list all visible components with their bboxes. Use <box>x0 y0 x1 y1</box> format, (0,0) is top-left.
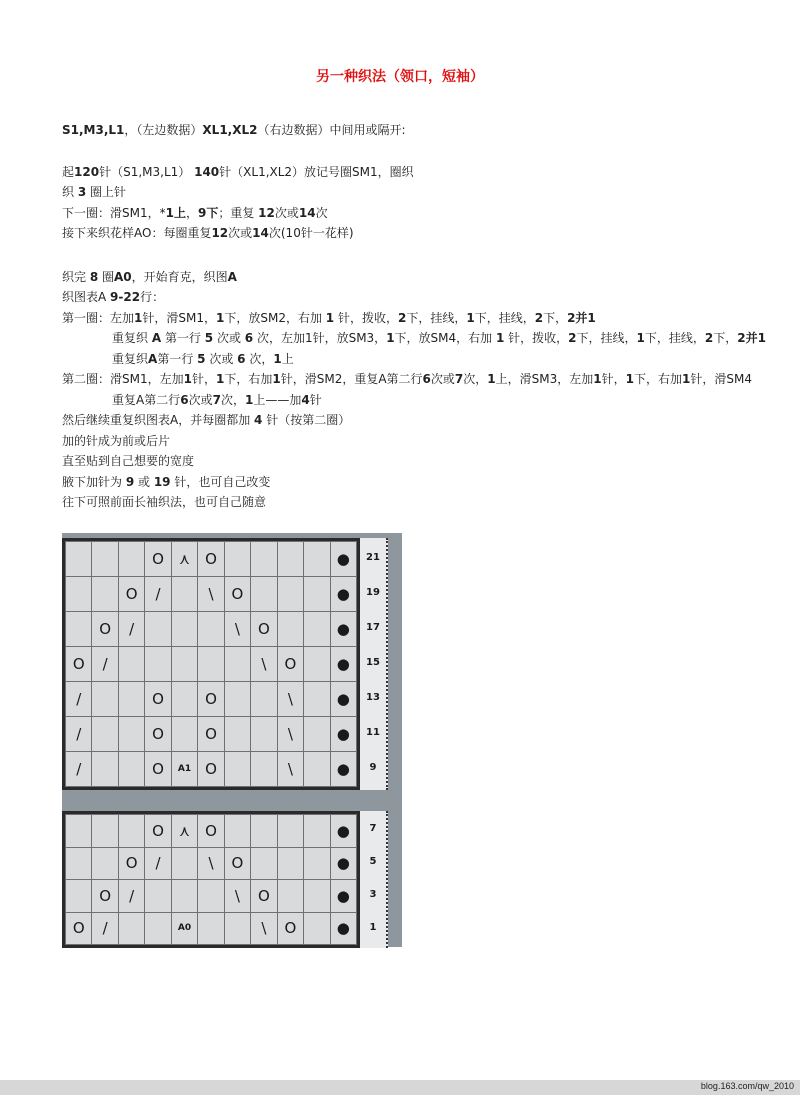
text-run: ，（左边数据） <box>124 123 203 137</box>
text-run: A0 <box>114 269 132 284</box>
text-run: XL1,XL2 <box>202 123 258 137</box>
chart-cell <box>277 847 303 880</box>
chart-cell: A1 <box>171 752 197 787</box>
instruction-line <box>62 287 782 308</box>
text-run: 次或 <box>213 331 245 345</box>
text-run: 次， <box>463 372 488 386</box>
chart-cell: O <box>145 542 171 577</box>
chart-cell: O <box>66 912 92 945</box>
text-run: 腋下加针为 <box>62 474 126 489</box>
chart-cell <box>171 577 197 612</box>
instruction-line <box>62 431 782 452</box>
text-run: 1 <box>183 372 192 386</box>
chart-cell <box>92 577 118 612</box>
instruction-line <box>62 492 782 513</box>
chart-cell <box>118 717 144 752</box>
text-run: 5 <box>204 331 214 345</box>
chart-cell: / <box>92 912 118 945</box>
text-run: 1 <box>487 372 496 386</box>
text-run: 1 <box>215 310 225 325</box>
chart-cell <box>304 717 330 752</box>
text-run: 下，放SM2，右加 <box>224 310 326 325</box>
text-run: 下，挂线， <box>644 331 705 345</box>
instruction-line <box>62 308 782 329</box>
text-run: 1上 <box>165 205 186 220</box>
chart-cell: O <box>92 880 118 913</box>
chart-row <box>66 647 357 682</box>
chart-cell: \ <box>198 577 224 612</box>
chart-cell <box>198 612 224 647</box>
text-run: 1 <box>244 392 254 407</box>
text-run: 14 <box>298 205 316 220</box>
chart-cell: ● <box>330 577 356 612</box>
text-run: 针，滑SM1， <box>142 310 216 325</box>
chart-cell <box>277 542 303 577</box>
chart-a0-grid <box>62 811 360 948</box>
text-run: 第二圈：滑SM1，左加 <box>62 372 184 386</box>
instruction-line <box>62 410 782 431</box>
text-run: 针，拨收， <box>334 310 398 325</box>
text-run: 140 <box>194 164 220 179</box>
chart-row <box>66 577 357 612</box>
chart-cell <box>171 847 197 880</box>
knitting-chart-photo <box>62 533 402 947</box>
text-run: 1 <box>272 372 281 386</box>
chart-cell: / <box>66 717 92 752</box>
chart-row <box>66 847 357 880</box>
text-run: 2 <box>704 331 714 345</box>
text-run: 2并1 <box>567 310 596 325</box>
chart-cell <box>118 542 144 577</box>
chart-cell <box>277 815 303 848</box>
text-run: 针（S1,M3,L1） <box>99 164 195 179</box>
chart-cell: \ <box>224 880 250 913</box>
text-run: A <box>227 269 237 284</box>
chart-cell: O <box>92 612 118 647</box>
chart-cell: O <box>198 752 224 787</box>
chart-cell <box>304 912 330 945</box>
chart-cell: \ <box>198 847 224 880</box>
text-run: 1 <box>273 351 282 366</box>
text-run: 6 <box>422 372 431 386</box>
chart-cell <box>224 682 250 717</box>
text-run: 织图表A <box>62 290 111 304</box>
chart-cell: O <box>145 682 171 717</box>
text-run: 次或 <box>430 372 455 386</box>
text-run: 14 <box>252 226 269 240</box>
text-run: 12 <box>211 226 229 240</box>
chart-cell: ● <box>330 682 356 717</box>
text-run: 2 <box>397 310 407 325</box>
text-run: 织完 <box>62 269 90 284</box>
text-run: 1 <box>134 310 143 325</box>
text-run: 次，左加1针，放SM3， <box>253 331 387 345</box>
text-run: 针， <box>601 372 626 386</box>
chart-cell: / <box>66 682 92 717</box>
chart-cell <box>171 682 197 717</box>
text-run: 织 <box>62 185 78 199</box>
row-number: 21 <box>366 551 380 563</box>
text-run: 次， <box>220 392 245 407</box>
text-run: 2 <box>568 331 577 345</box>
text-run: 1 <box>593 372 602 386</box>
chart-a-grid <box>62 538 360 790</box>
chart-cell <box>304 682 330 717</box>
chart-cell: ⋏ <box>171 542 197 577</box>
chart-cell: ● <box>330 880 356 913</box>
text-run: 1 <box>682 372 691 386</box>
chart-cell <box>304 847 330 880</box>
text-run: 下，放SM4，右加 <box>394 331 496 345</box>
chart-cell: ● <box>330 847 356 880</box>
chart-cell <box>304 880 330 913</box>
chart-cell: ● <box>330 542 356 577</box>
chart-cell <box>304 815 330 848</box>
chart-cell: / <box>66 752 92 787</box>
spacer <box>62 244 782 267</box>
row-number: 7 <box>369 823 377 835</box>
row-number: 5 <box>369 856 377 868</box>
text-run: 针，拨收， <box>504 331 569 345</box>
chart-cell <box>251 847 277 880</box>
chart-cell: O <box>224 577 250 612</box>
chart-row <box>66 752 357 787</box>
chart-a-row-numbers <box>358 538 388 790</box>
chart-cell <box>145 647 171 682</box>
chart-cell <box>66 847 92 880</box>
instruction-line <box>62 390 782 411</box>
text-run: 次或 <box>274 205 299 220</box>
text-run: 9-22 <box>110 290 141 304</box>
chart-table <box>65 541 357 787</box>
row-number: 19 <box>366 586 380 598</box>
chart-row <box>66 880 357 913</box>
text-run: 下，右加 <box>224 372 273 386</box>
footer-url: blog.163.com/qw_2010 <box>700 1081 794 1091</box>
chart-cell <box>145 912 171 945</box>
chart-cell: O <box>198 717 224 752</box>
text-run: 下，挂线， <box>406 310 467 325</box>
text-run: 圈 <box>98 269 115 284</box>
text-run: 5 <box>197 351 206 366</box>
chart-cell: / <box>118 880 144 913</box>
text-run: 9下 <box>197 205 219 220</box>
chart-cell <box>92 717 118 752</box>
chart-cell: ● <box>330 717 356 752</box>
chart-cell <box>304 577 330 612</box>
text-run: 8 <box>89 269 99 284</box>
chart-cell <box>118 647 144 682</box>
chart-cell <box>224 815 250 848</box>
chart-cell <box>171 717 197 752</box>
text-run: 圈上针 <box>86 185 127 199</box>
chart-row <box>66 612 357 647</box>
chart-cell <box>118 682 144 717</box>
chart-cell <box>251 815 277 848</box>
text-run: 针（按第二圈） <box>262 413 351 427</box>
chart-cell <box>145 880 171 913</box>
text-run: 4 <box>301 392 310 407</box>
text-run: 重复织 <box>112 351 149 366</box>
chart-cell <box>224 717 250 752</box>
text-run: 上 <box>281 351 294 366</box>
text-run: ， <box>185 205 198 220</box>
chart-cell <box>251 752 277 787</box>
text-run: 6 <box>244 331 254 345</box>
chart-cell: O <box>277 912 303 945</box>
text-run: 下，右加 <box>634 372 683 386</box>
chart-cell: O <box>251 612 277 647</box>
text-run: ，开始育克，织图 <box>131 269 228 284</box>
chart-cell: \ <box>277 682 303 717</box>
chart-cell <box>171 880 197 913</box>
instructions-text <box>62 120 782 513</box>
chart-cell <box>304 752 330 787</box>
text-run: 次或 <box>205 351 238 366</box>
text-run: 4 <box>254 413 263 427</box>
chart-a0-row-numbers <box>358 811 388 948</box>
text-run: 次(10针一花样) <box>268 226 354 240</box>
chart-table <box>65 814 357 945</box>
text-run: 3 <box>77 185 87 199</box>
chart-cell: ● <box>330 815 356 848</box>
chart-cell: O <box>198 682 224 717</box>
row-number: 1 <box>369 921 377 933</box>
instruction-line <box>62 120 782 141</box>
text-run: ；重复 <box>218 205 259 220</box>
chart-cell: / <box>145 847 171 880</box>
text-run: 2 <box>534 310 544 325</box>
chart-cell: O <box>224 847 250 880</box>
text-run: 第一行 <box>161 331 205 345</box>
chart-cell: / <box>92 647 118 682</box>
text-run: S1,M3,L1 <box>62 123 125 137</box>
chart-cell <box>92 847 118 880</box>
text-run: 次， <box>245 351 274 366</box>
text-run: 12 <box>258 205 275 220</box>
chart-cell <box>118 815 144 848</box>
chart-cell <box>118 752 144 787</box>
chart-cell: O <box>198 542 224 577</box>
row-number: 13 <box>366 692 380 704</box>
chart-cell <box>198 912 224 945</box>
text-run: 1 <box>325 310 335 325</box>
footer-bar <box>0 1080 800 1095</box>
text-run: A <box>151 331 162 345</box>
chart-cell <box>224 752 250 787</box>
chart-cell <box>277 612 303 647</box>
instruction-line <box>62 369 782 390</box>
chart-cell <box>251 542 277 577</box>
instruction-line <box>62 349 782 370</box>
chart-cell: / <box>118 612 144 647</box>
text-run: 起 <box>62 164 75 179</box>
chart-row <box>66 815 357 848</box>
text-run: 19 <box>153 474 171 489</box>
text-run: 接下来织花样AO：每圈重复 <box>62 226 212 240</box>
text-run: 7 <box>454 372 464 386</box>
chart-cell <box>92 682 118 717</box>
row-number: 3 <box>369 888 377 900</box>
instruction-line <box>62 328 782 349</box>
chart-row <box>66 542 357 577</box>
chart-cell <box>277 577 303 612</box>
chart-cell: \ <box>251 647 277 682</box>
chart-cell: O <box>118 847 144 880</box>
chart-row <box>66 717 357 752</box>
instruction-line <box>62 223 782 244</box>
chart-cell: O <box>277 647 303 682</box>
chart-cell <box>198 647 224 682</box>
chart-cell: O <box>118 577 144 612</box>
text-run: 2并1 <box>737 331 766 345</box>
text-run: 第一行 <box>157 351 198 366</box>
chart-cell <box>66 542 92 577</box>
instruction-line <box>62 203 782 224</box>
text-run: 1 <box>625 372 634 386</box>
chart-cell <box>92 815 118 848</box>
row-number: 15 <box>366 657 380 668</box>
text-run: 下一圈：滑SM1，* <box>62 205 166 220</box>
chart-cell: \ <box>277 717 303 752</box>
chart-row <box>66 912 357 945</box>
text-run: 重复织 <box>112 331 152 345</box>
text-run: 第一圈：左加 <box>62 310 135 325</box>
chart-cell <box>66 815 92 848</box>
chart-cell: O <box>251 880 277 913</box>
chart-cell <box>145 612 171 647</box>
text-run: 1 <box>495 331 505 345</box>
chart-cell <box>92 542 118 577</box>
chart-cell: ⋏ <box>171 815 197 848</box>
chart-cell: O <box>198 815 224 848</box>
chart-cell: ● <box>330 612 356 647</box>
text-run: 往下可照前面长袖织法，也可自己随意 <box>62 495 267 509</box>
chart-cell <box>171 647 197 682</box>
chart-cell: ● <box>330 647 356 682</box>
chart-cell: ● <box>330 752 356 787</box>
text-run: 7 <box>212 392 221 407</box>
text-run: 6 <box>237 351 246 366</box>
instruction-line <box>62 267 782 288</box>
chart-cell: O <box>66 647 92 682</box>
instruction-line <box>62 472 782 493</box>
text-run: 下，挂线， <box>474 310 535 325</box>
chart-cell <box>224 542 250 577</box>
text-run: 直至贴到自己想要的宽度 <box>62 454 195 468</box>
text-run: 针，滑SM2，重复A第二行 <box>280 372 423 386</box>
text-run: 1 <box>386 331 395 345</box>
page-title: 另一种织法（领口，短袖） <box>316 69 484 85</box>
chart-cell <box>251 682 277 717</box>
row-number: 11 <box>366 727 380 739</box>
chart-cell <box>171 612 197 647</box>
text-run: 6 <box>180 392 189 407</box>
text-run: 次或 <box>188 392 213 407</box>
text-run: 下，挂线， <box>576 331 637 345</box>
chart-cell <box>66 880 92 913</box>
chart-cell <box>66 612 92 647</box>
text-run: 针， <box>191 372 216 386</box>
spacer <box>62 141 782 162</box>
chart-cell: O <box>145 815 171 848</box>
chart-cell: A0 <box>171 912 197 945</box>
text-run: 针（XL1,XL2）放记号圈SM1，圈织 <box>219 164 414 179</box>
chart-cell <box>118 912 144 945</box>
chart-cell: \ <box>277 752 303 787</box>
chart-cell <box>224 912 250 945</box>
text-run: 加的针成为前或后片 <box>62 433 171 448</box>
text-run: A <box>148 351 158 366</box>
chart-cell <box>66 577 92 612</box>
text-run: 1 <box>466 310 475 325</box>
text-run: 9 <box>125 474 135 489</box>
text-run: 次 <box>315 205 328 220</box>
chart-cell: ● <box>330 912 356 945</box>
text-run: 下， <box>713 331 738 345</box>
chart-cell <box>304 542 330 577</box>
text-run: （右边数据）中间用或隔开: <box>257 123 406 137</box>
chart-cell <box>277 880 303 913</box>
text-run: 1 <box>636 331 645 345</box>
instruction-line <box>62 162 782 183</box>
text-run: 针，滑SM4 <box>690 372 752 386</box>
text-run: 1 <box>215 372 225 386</box>
chart-cell: \ <box>251 912 277 945</box>
chart-cell <box>304 612 330 647</box>
text-run: 下， <box>543 310 568 325</box>
instruction-line <box>62 182 782 203</box>
instruction-line <box>62 451 782 472</box>
chart-row <box>66 682 357 717</box>
text-run: 上——加 <box>253 392 302 407</box>
chart-cell: O <box>145 752 171 787</box>
chart-cell <box>251 717 277 752</box>
chart-cell <box>304 647 330 682</box>
text-run: 重复A第二行 <box>112 392 181 407</box>
chart-cell: / <box>145 577 171 612</box>
text-run: 行： <box>140 290 165 304</box>
row-number: 9 <box>369 762 377 774</box>
chart-cell <box>92 752 118 787</box>
chart-cell <box>224 647 250 682</box>
text-run: 120 <box>74 164 100 179</box>
text-run: 上，滑SM3，左加 <box>495 372 594 386</box>
chart-cell: O <box>145 717 171 752</box>
text-run: 针 <box>309 392 322 407</box>
text-run: 或 <box>134 474 154 489</box>
text-run: 针，也可自己改变 <box>170 474 271 489</box>
text-run: 然后继续重复织图表A，并每圈都加 <box>62 413 255 427</box>
text-run: 次或 <box>228 226 253 240</box>
chart-cell <box>198 880 224 913</box>
chart-cell: \ <box>224 612 250 647</box>
row-number: 17 <box>366 621 380 633</box>
chart-cell <box>251 577 277 612</box>
